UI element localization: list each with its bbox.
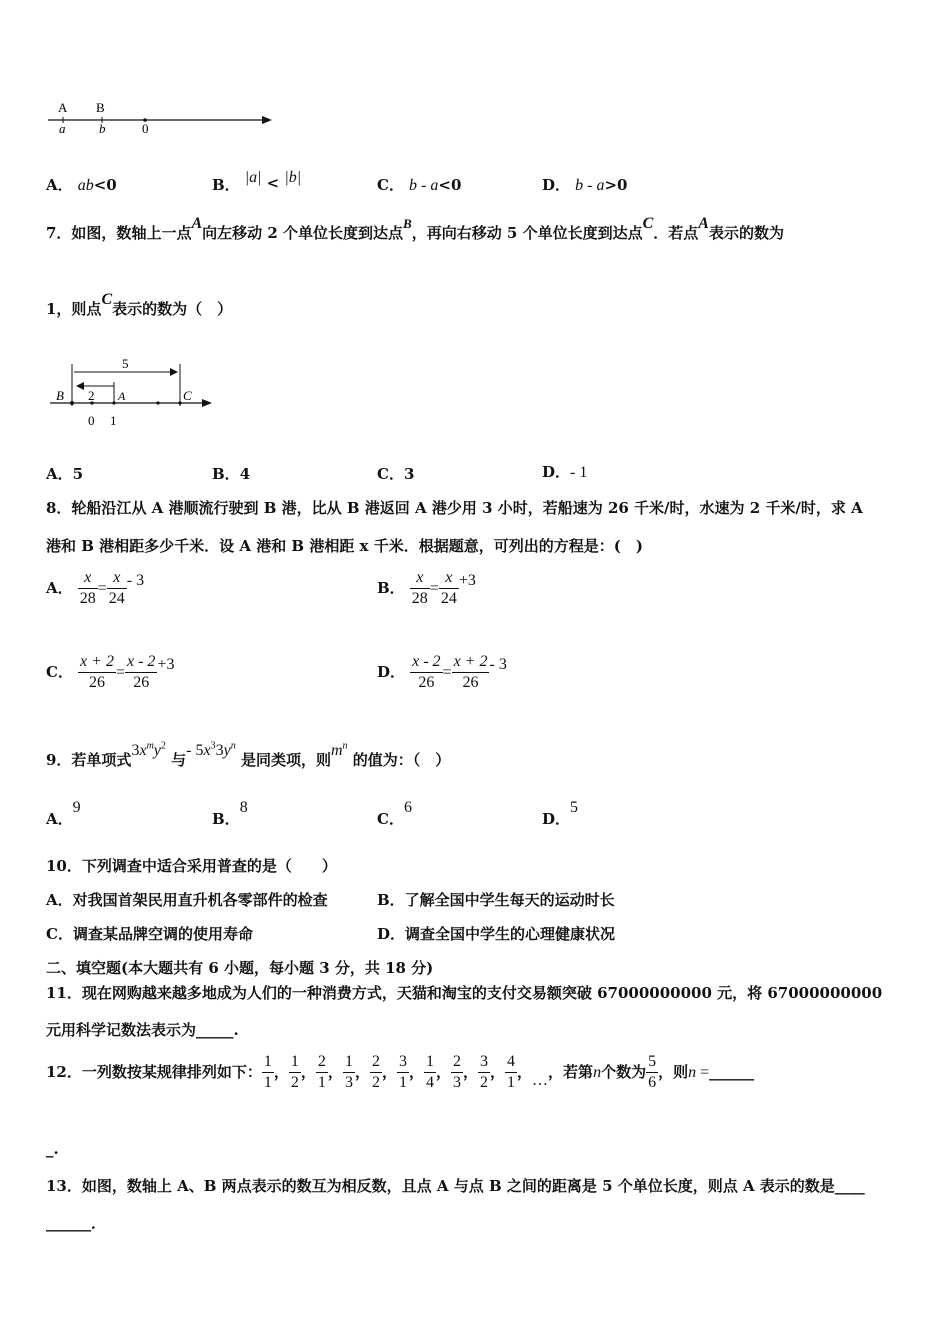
q12-sequence: $\frac{1}{1}$ ， $\frac{1}{2}$ ， $\frac{2}{1}$ ， $\frac{1}{3}$ ， $\frac{2}{2}$ ， $\frac{3}{1}$ ， $\frac{1}{4}$ ， $\frac{2}{3}$ ， $\frac{3}{2}$ ， $\frac{4}{1}$ ， bbox=[263, 1053, 533, 1091]
q6-option-c[interactable]: C． b - a<0 bbox=[377, 176, 462, 194]
q7-option-c[interactable]: C．3 bbox=[377, 465, 415, 483]
point-B-label: B bbox=[96, 100, 105, 115]
q7-option-d[interactable]: D．- 1 bbox=[542, 463, 588, 481]
q7-option-a[interactable]: A．5 bbox=[46, 465, 84, 483]
q8-option-b[interactable]: B． $\frac{x}{28}$ = $\frac{x}{24}$ +3 bbox=[377, 569, 476, 607]
q9-option-a[interactable]: A．9 bbox=[46, 799, 81, 828]
point-C-label: C bbox=[183, 388, 192, 403]
q12-answer-blank[interactable]: ______ bbox=[709, 1063, 755, 1081]
q12-fraction: $\frac{1}{1}$ bbox=[263, 1053, 272, 1091]
q12-fraction: $\frac{2}{1}$ bbox=[317, 1053, 326, 1091]
q12-fraction: $\frac{1}{2}$ bbox=[290, 1053, 299, 1091]
q8-option-d[interactable]: D． $\frac{x - 2}{26}$ = $\frac{x + 2}{26}$ - 3 bbox=[377, 653, 507, 691]
q12-fraction: $\frac{4}{1}$ bbox=[507, 1053, 516, 1091]
q11-stem-line2: 元用科学记数法表示为_____. bbox=[46, 1021, 239, 1039]
q12-blank-continued: _. bbox=[46, 1140, 59, 1158]
q8-stem-line2: 港和 B 港相距多少千米．设 A 港和 B 港相距 x 千米．根据题意，可列出的方程是：( ) bbox=[46, 537, 643, 555]
q9-stem: 9．若单项式$3x^my^2$ 与- $5x^33y^n$ 是同类项，则$m^n$ 的值为：（ ） bbox=[46, 740, 451, 769]
q7-stem-line2: 1，则点C表示的数为（ ） bbox=[46, 291, 233, 318]
q11-stem-line1: 11．现在网购越来越多地成为人们的一种消费方式，天猫和淘宝的支付交易额突破 67000000000 元，将 67000000000 bbox=[46, 984, 883, 1002]
q10-option-a[interactable]: A．对我国首架民用直升机各零部件的检查 bbox=[46, 891, 328, 909]
q13-stem-line2: ______． bbox=[46, 1214, 107, 1232]
q12-stem: 12．一列数按某规律排列如下： $\frac{1}{1}$ ， $\frac{1}{2}$ ， $\frac{2}{1}$ ， $\frac{1}{3}$ ， $\frac{2}{2}$ ， $\frac{3}{1}$ ， $\frac{1}{4}$ ， $\frac{2}{3}$ ， $\frac{3}{2}$ ， $\frac{4}{1}$ ，…，若第n个数为 $\frac{5}{6}$ ，则n =______ bbox=[46, 1053, 755, 1091]
q8-option-c[interactable]: C． $\frac{x + 2}{26}$ = $\frac{x - 2}{26}$ +3 bbox=[46, 653, 175, 691]
q9-option-c[interactable]: C．6 bbox=[377, 799, 412, 828]
q12-fraction: $\frac{2}{2}$ bbox=[371, 1053, 380, 1091]
q12-fraction: $\frac{3}{2}$ bbox=[480, 1053, 489, 1091]
q6-option-a[interactable]: A． ab<0 bbox=[46, 176, 117, 194]
section-2-heading: 二、填空题(本大题共有 6 小题，每小题 3 分，共 18 分) bbox=[46, 959, 434, 977]
distance-5-label: 5 bbox=[122, 356, 129, 371]
number-line-figure-q7 bbox=[46, 352, 218, 432]
q10-option-d[interactable]: D．调查全国中学生的心理健康状况 bbox=[377, 925, 616, 943]
q12-fraction: $\frac{3}{1}$ bbox=[398, 1053, 407, 1091]
origin-label: 0 bbox=[142, 121, 149, 136]
distance-2-label: 2 bbox=[88, 388, 95, 403]
q10-stem: 10．下列调查中适合采用普查的是（ ） bbox=[46, 857, 337, 875]
q10-option-b[interactable]: B．了解全国中学生每天的运动时长 bbox=[377, 891, 615, 909]
point-A-label: A bbox=[58, 100, 68, 115]
q10-option-c[interactable]: C．调查某品牌空调的使用寿命 bbox=[46, 925, 253, 943]
q12-fraction: $\frac{1}{4}$ bbox=[425, 1053, 434, 1091]
q12-fraction: $\frac{2}{3}$ bbox=[453, 1053, 461, 1091]
q8-stem-line1: 8．轮船沿江从 A 港顺流行驶到 B 港，比从 B 港返回 A 港少用 3 小时，若船速为 26 千米/时，水速为 2 千米/时，求 A bbox=[46, 499, 863, 517]
q7-option-b[interactable]: B．4 bbox=[212, 465, 251, 483]
q6-option-d[interactable]: D． b - a>0 bbox=[542, 176, 628, 194]
q9-option-b[interactable]: B．8 bbox=[212, 799, 248, 828]
q8-option-a[interactable]: A． $\frac{x}{28}$ = $\frac{x}{24}$ - 3 bbox=[46, 569, 145, 607]
q13-stem-line1: 13．如图，数轴上 A、B 两点表示的数互为相反数，且点 A 与点 B 之间的距离是 5 个单位长度，则点 A 表示的数是____ bbox=[46, 1177, 865, 1195]
q7-stem-line1: 7．如图，数轴上一点A向左移动 2 个单位长度到达点B，再向右移动 5 个单位长度到达点C．若点A表示的数为 bbox=[46, 215, 784, 242]
tick-0-label: 0 bbox=[88, 413, 95, 428]
tick-1-label: 1 bbox=[110, 413, 117, 428]
q6-option-b[interactable]: B． |a| < |b| bbox=[212, 169, 302, 194]
point-A-label: A bbox=[118, 389, 126, 403]
q9-option-d[interactable]: D．5 bbox=[542, 799, 579, 828]
point-b-label: b bbox=[99, 121, 106, 136]
point-a-label: a bbox=[59, 121, 66, 136]
q12-fraction: $\frac{1}{3}$ bbox=[344, 1053, 353, 1091]
number-line-figure-top bbox=[44, 96, 276, 138]
point-B-label: B bbox=[56, 388, 64, 403]
